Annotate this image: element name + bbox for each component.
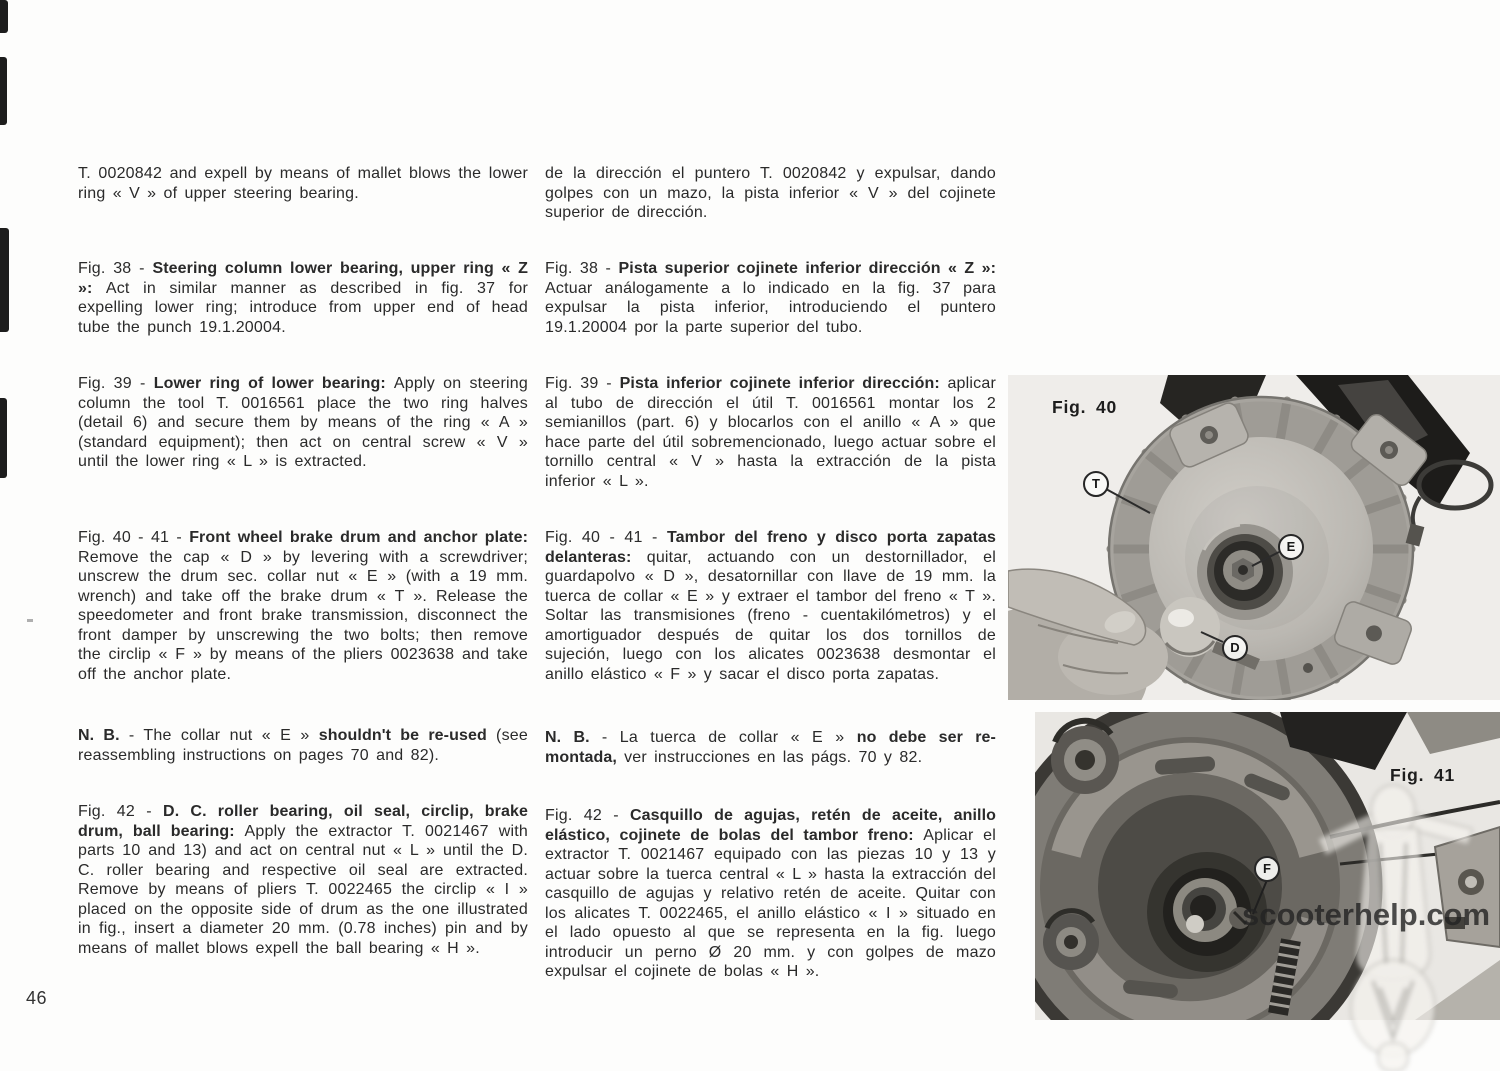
scan-edge-mark: [0, 228, 9, 332]
es-fig42-caption: Fig. 42 - Casquillo de agujas, retén de aceite, anillo elástico, cojinete de bolas del tambor freno: Aplicar el extractor T. 0021467 equipado con las piezas 10 y 13 y actuar sobre la tuerca central « L » hasta la extracción del casquillo de agujas y relativo retén de aceite. Quitar con los alicates T. 0022465, el anillo elástico « I » situado en el lado opuesto al que se representa en la fig. luego introducir un perno Ø 20 mm. y con golpes de mazo expulsar el cojinete de bolas « H ».: [545, 807, 997, 980]
callout-t: T: [1083, 471, 1109, 497]
es-nota-bene: N. B. - La tuerca de collar « E » no debe ser re-montada, ver instrucciones en las págs. 70 y 82.: [545, 729, 996, 766]
scan-edge-mark: [0, 0, 8, 33]
fig-40-photo: [1008, 375, 1500, 700]
hub-and-collar-nut: [1197, 524, 1293, 620]
scan-speck: [27, 619, 33, 622]
es-fig38-caption: Fig. 38 - Pista superior cojinete inferior dirección « Z »: Actuar análogamente a lo indicado en la fig. 37 para expulsar la pista inferior, introduciendo el puntero 19.1.20004 por la parte superior del tubo.: [545, 260, 996, 336]
es-fig39-caption: Fig. 39 - Pista inferior cojinete inferior dirección: aplicar al tubo de dirección el útil T. 0016561 montar los 2 semianillos (part. 6) y blocarlos con el anillo « A » que hace parte del útil sobremencionado, luego actuar sobre el tornillo central « V » hasta la extracción de la pista inferior « L ».: [545, 375, 996, 490]
en-intro-paragraph: T. 0020842 and expell by means of mallet blows the lower ring « V » of upper steering bearing.: [78, 165, 528, 202]
en-fig39-caption: Fig. 39 - Lower ring of lower bearing: Apply on steering column the tool T. 0016561 place the two ring halves (detail 6) and secure them by means of the ring « A » (standard equipment); then act on central screw « V » until the lower ring « L » is extracted.: [78, 375, 529, 470]
fig-40-artwork: [1008, 375, 1500, 700]
en-nota-bene: N. B. - The collar nut « E » shouldn't be re-used (see reassembling instructions on pages 70 and 82).: [78, 727, 528, 764]
watermark-text: scooterhelp.com: [1242, 897, 1491, 932]
es-fig40-41-caption: Fig. 40 - 41 - Tambor del freno y disco porta zapatas delanteras: quitar, actuando con un destornillador, el guardapolvo « D », desatornillar con llave de 19 mm. la tuerca de collar « E » y extraer el tambor del freno « T ». Soltar las transmisiones (freno - cuentakilómetros) y el amortiguador después de quitar los dos tornillos de sujeción, luego con los alicates 0023638 desmontar el anillo elástico « F » y sacar el disco porta zapatas.: [545, 529, 996, 683]
callout-d: D: [1222, 635, 1248, 661]
scan-edge-mark: [0, 398, 7, 478]
callout-f: F: [1254, 856, 1280, 882]
en-fig42-caption: Fig. 42 - D. C. roller bearing, oil seal, circlip, brake drum, ball bearing: Apply the extractor T. 0021467 with parts 10 and 13) and act on central nut « L » until the D. C. roller bearing and respective oil seal are extracted. Remove by means of pliers T. 0022465 the circlip « I » placed on the opposite side of drum as the one illustrated in fig., insert a diameter 20 mm. (0.78 inches) pin and by means of mallet blows expell the ball bearing « H ».: [78, 803, 528, 957]
en-fig40-41-caption: Fig. 40 - 41 - Front wheel brake drum and anchor plate: Remove the cap « D » by levering with a screwdriver; unscrew the drum sec. collar nut « E » (with a 19 mm. wrench) and take off the brake drum « T ». Release the speedometer and front brake transmission, disconnect the front damper by unscrewing the two bolts; then remove the circlip « F » by means of the pliers 0023638 and take off the anchor plate.: [78, 529, 528, 683]
page-number: 46: [26, 988, 48, 1008]
fig-41-label: Fig. 41: [1390, 765, 1456, 785]
fig-40-label: Fig. 40: [1052, 397, 1118, 417]
callout-e: E: [1278, 534, 1304, 560]
en-fig38-caption: Fig. 38 - Steering column lower bearing, upper ring « Z »: Act in similar manner as described in fig. 37 for expelling lower ring; introduce from upper end of head tube the punch 19.1.20004.: [78, 260, 528, 336]
es-intro-paragraph: de la dirección el puntero T. 0020842 y expulsar, dando golpes con un mazo, la pista inferior « V » del cojinete superior de dirección.: [545, 165, 996, 221]
scan-edge-mark: [0, 57, 7, 125]
